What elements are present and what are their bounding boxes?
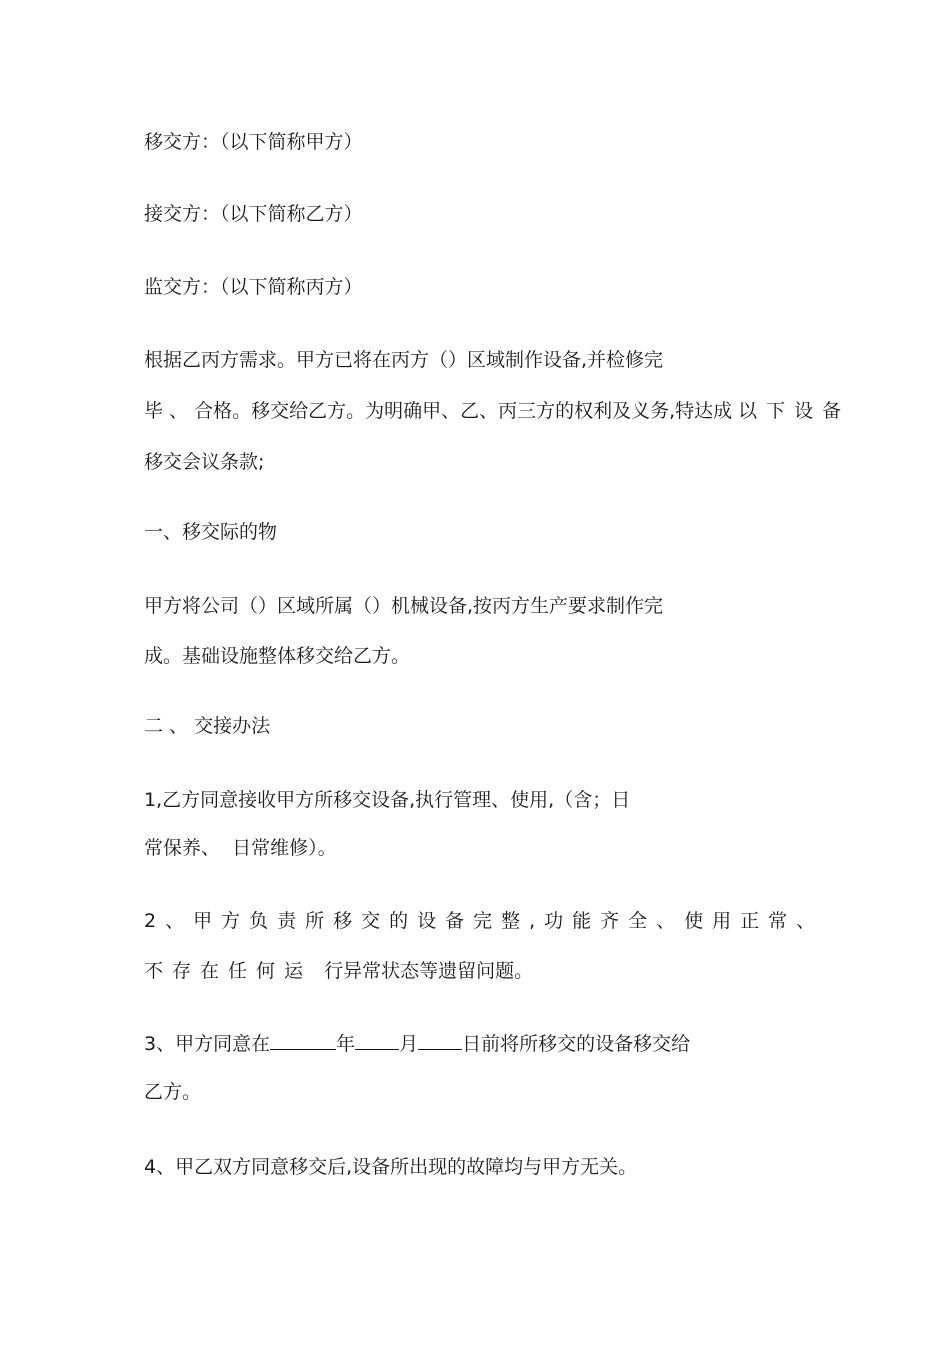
item-4-line: 4、甲乙双方同意移交后,设备所出现的故障均与甲方无关。	[144, 1156, 638, 1178]
item-3-prefix: 3、甲方同意在	[144, 1033, 271, 1055]
item-3-suffix: 日前将所移交的设备移交给	[462, 1033, 691, 1055]
section-1-line-2: 成。基础设施整体移交给乙方。	[144, 645, 411, 667]
preamble-line-2	[144, 397, 850, 425]
item-3-line-2: 乙方。	[144, 1081, 202, 1103]
preamble-line-1: 根据乙丙方需求。甲方已将在丙方（）区域制作设备,并检修完	[144, 349, 664, 371]
transferor-line: 移交方：（以下简称甲方）	[144, 131, 363, 153]
item-1-line-2: 常保养、 日常维修）。	[144, 837, 337, 859]
preamble-line-3: 移交会议条款;	[144, 451, 265, 473]
year-blank	[270, 1031, 336, 1050]
item-2-line-2	[144, 957, 533, 985]
day-blank	[418, 1031, 462, 1050]
item-2-line-1: 2、甲方负责所移交的设备完整,功能齐全、使用正常、	[144, 910, 825, 932]
supervisor-line: 监交方：（以下简称丙方）	[144, 276, 363, 298]
item-2-line-2-text: 行异常状态等遗留问题。	[324, 960, 534, 982]
preamble-line-2-text: 毕 、 合格。移交给乙方。为明确甲、乙、丙三方的权利及义务,特达成	[144, 400, 733, 422]
item-3-month-label: 月	[399, 1033, 419, 1055]
section-2-heading: 二 、 交接办法	[144, 715, 271, 737]
item-2-line-2-spaced: 不存在任何运	[144, 960, 313, 982]
item-3-year-label: 年	[336, 1033, 356, 1055]
month-blank	[355, 1031, 399, 1050]
section-1-line-1: 甲方将公司（）区域所属（）机械设备,按丙方生产要求制作完	[144, 595, 664, 617]
preamble-line-2-spaced: 以下设备	[738, 400, 851, 422]
section-1-heading: 一、移交际的物	[144, 521, 278, 543]
item-3-line-1	[144, 1030, 690, 1058]
item-1-line-1: 1,乙方同意接收甲方所移交设备,执行管理、使用,（含；日	[144, 789, 631, 811]
receiver-line: 接交方：（以下简称乙方）	[144, 203, 363, 225]
